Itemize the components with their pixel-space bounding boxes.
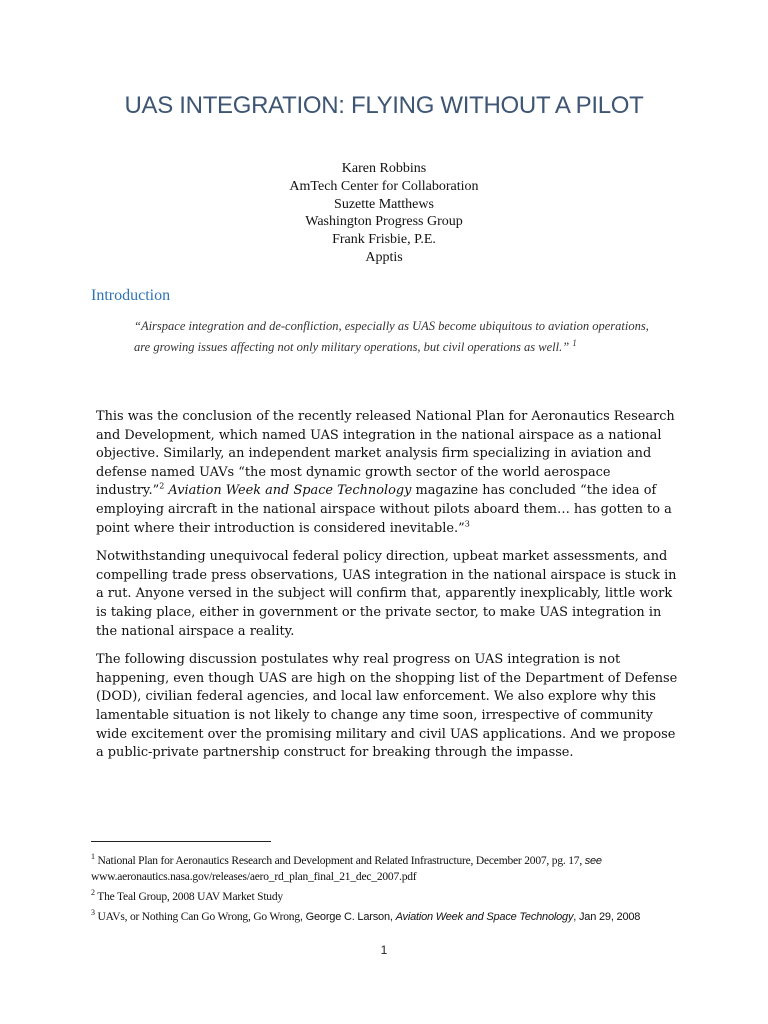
author-name: Suzette Matthews xyxy=(334,196,434,212)
footnote-1 xyxy=(91,849,691,885)
footnote-separator xyxy=(91,841,271,842)
footnote-ref: 3 xyxy=(464,519,470,529)
quote-text: “Airspace integration and de-confliction, especially as UAS become ubiquitous to aviation operations, are growing issues affecting not only military operations, but civil operations as well.” xyxy=(134,319,649,355)
footnote-text: National Plan for Aeronautics Research and Development and Related Infrastructure, December 2007 xyxy=(94,854,547,867)
footnote-ref: 2 xyxy=(159,482,165,492)
epigraph-quote xyxy=(134,318,654,356)
page-number: 1 xyxy=(380,943,388,957)
footnote-3 xyxy=(91,905,691,925)
section-heading-introduction: Introduction xyxy=(91,287,171,304)
footnote-number: 3 xyxy=(91,907,95,917)
author-block xyxy=(0,160,768,267)
document-title: UAS INTEGRATION: FLYING WITHOUT A PILOT xyxy=(124,92,644,119)
publication-name: Aviation Week and Space Technology xyxy=(168,483,412,499)
footnote-text: , xyxy=(546,854,552,867)
footnote-text: UAVs, or Nothing Can Go Wrong, Go Wrong xyxy=(94,910,300,923)
footnote-number: 2 xyxy=(91,887,95,897)
author-name: Frank Frisbie, P.E. xyxy=(332,232,436,248)
footnote-text: pg. 17, xyxy=(551,854,585,867)
paragraph-3: The following discussion postulates why real progress on UAS integration is not happening, even though UAS are high on the shopping list of the Department of Defense (DOD), civilian federal agencies, and local law enforcement. We also explore why this lamentable situation is not likely to change any time soon, irrespective of community wide excitement over the promising military and civil UAS applications. And we propose a public-private partnership construct for breaking through the impasse. xyxy=(96,652,678,761)
publication-name: Aviation Week and Space Technology xyxy=(395,910,574,923)
footnote-url: www.aeronautics.nasa.gov/releases/aero_rd_plan_final_21_dec_2007.pdf xyxy=(91,870,417,883)
author-name: Karen Robbins xyxy=(341,161,427,176)
author-affiliation: Apptis xyxy=(365,249,403,265)
paragraph-1-text-a: This was the conclusion of the recently released National Plan for Aeronautics Research and Development, which named UAS integration in the national airspace as a national objective. Similarly, an independent market analysis firm specializing in aviation and defense named UAVs “the most dynamic growth sector of the world aerospace industry.” xyxy=(96,409,675,499)
footnote-text: , Jan 29, 2008 xyxy=(573,910,641,923)
footnote-text: , George C. Larson, xyxy=(299,910,396,923)
paragraph-1 xyxy=(96,408,682,538)
paragraph-2: Notwithstanding unequivocal federal policy direction, upbeat market assessments, and compelling trade press observations, UAS integration in the national airspace is stuck in a rut. Anyone versed in the subject will confirm that, apparently inexplicably, little work is taking place, either in government or the private sector, to make UAS integration in the national airspace a reality. xyxy=(96,549,677,639)
footnote-2 xyxy=(91,885,691,905)
paragraph-1-text-c: magazine has concluded “the idea of employing aircraft in the national airspace without pilots aboard them… has gotten to a point where their introduction is considered inevitable.” xyxy=(96,483,672,536)
footnote-number: 1 xyxy=(91,852,95,861)
footnote-text: see xyxy=(584,854,602,867)
footnote-ref: 1 xyxy=(572,338,577,348)
body-text xyxy=(96,408,682,773)
footnote-text: The Teal Group, 2008 UAV Market Study xyxy=(94,890,283,903)
author-affiliation: AmTech Center for Collaboration xyxy=(289,178,479,194)
author-affiliation: Washington Progress Group xyxy=(305,214,463,230)
footnotes xyxy=(91,849,691,924)
